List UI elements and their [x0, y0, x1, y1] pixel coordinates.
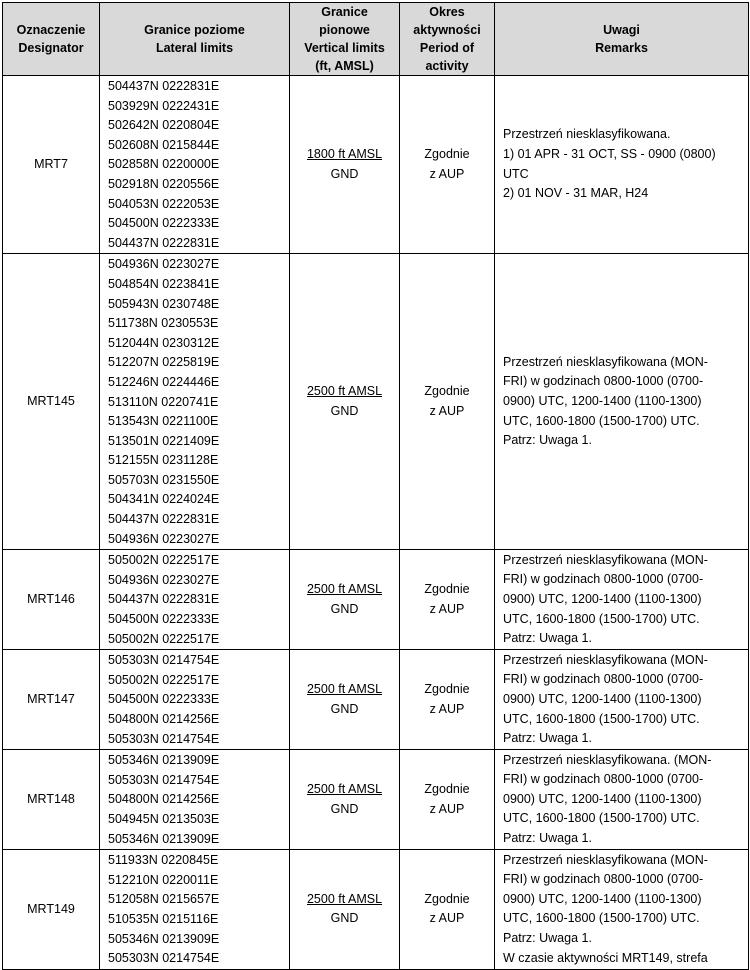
activity-period-cell: [400, 76, 495, 254]
remark-line: Patrz: Uwaga 1.: [503, 631, 592, 646]
coordinate: 504936N 0223027E: [108, 531, 220, 546]
coordinate: 504945N 0213503E: [108, 811, 220, 826]
remark-line: 0900) UTC, 1200-1400 (1100-1300): [503, 394, 702, 408]
coordinate: 513501N 0221409E: [108, 433, 220, 448]
header-lateral-en: Lateral limits: [155, 41, 234, 55]
period-line: z AUP: [429, 403, 465, 418]
remark-line: Patrz: Uwaga 1.: [503, 831, 592, 846]
remark-line: UTC, 1600-1800 (1500-1700) UTC.: [503, 911, 700, 926]
remark-line: Przestrzeń niesklasyfikowana (MON-: [503, 852, 708, 867]
vertical-limits-cell: [290, 850, 400, 970]
coordinate: 504341N 0224024E: [108, 492, 220, 507]
coordinate: 505303N 0214754E: [108, 772, 220, 787]
remark-line: FRI) w godzinach 0800-1000 (0700-: [503, 772, 704, 787]
coordinate: 511738N 0230553E: [108, 316, 219, 331]
table-row: [3, 550, 749, 650]
remark-line: Przestrzeń niesklasyfikowana (MON-: [503, 552, 708, 567]
remark-line: 2) 01 NOV - 31 MAR, H24: [503, 186, 649, 201]
remark-line: W czasie aktywności MRT149, strefa: [503, 950, 708, 965]
remark-line: Przestrzeń niesklasyfikowana (MON-: [503, 354, 708, 369]
coordinate: 502858N 0220000E: [108, 157, 220, 172]
coordinate: 504500N 0222333E: [108, 692, 220, 707]
upper-limit: 2500 ft AMSL: [306, 891, 383, 906]
coordinate: 505346N 0213909E: [108, 931, 220, 946]
coordinate: 512210N 0220011E: [108, 872, 219, 887]
designator-cell: MRT148: [3, 750, 100, 850]
coordinate: 504936N 0223027E: [108, 257, 220, 272]
remarks-cell: [495, 750, 749, 850]
header-period-en-1: Period of: [419, 41, 475, 55]
activity-period-cell: [400, 254, 495, 550]
coordinate: 505002N 0222517E: [108, 672, 220, 687]
activity-period-cell: [400, 750, 495, 850]
coordinate: 512044N 0230312E: [108, 335, 220, 350]
period-line: Zgodnie: [424, 384, 470, 399]
period-line: Zgodnie: [424, 782, 470, 797]
remark-line: Patrz: Uwaga 1.: [503, 931, 592, 946]
lateral-limits-cell: [100, 254, 290, 550]
coordinate: 505703N 0231550E: [108, 472, 220, 487]
remark-line: UTC, 1600-1800 (1500-1700) UTC.: [503, 611, 700, 626]
remarks-cell: [495, 550, 749, 650]
coordinate: 502642N 0220804E: [108, 118, 220, 133]
header-designator: [3, 3, 100, 76]
coordinate: 505303N 0214754E: [108, 731, 220, 746]
header-vertical-unit: (ft, AMSL): [315, 59, 374, 73]
table-row: [3, 254, 749, 550]
upper-limit: 2500 ft AMSL: [306, 682, 383, 697]
table-row: [3, 850, 749, 970]
header-remarks-en: Remarks: [595, 41, 648, 55]
table-row: [3, 750, 749, 850]
period-line: Zgodnie: [424, 891, 470, 906]
remark-line: 0900) UTC, 1200-1400 (1100-1300): [503, 691, 702, 706]
lower-limit: GND: [330, 911, 359, 926]
header-remarks-pl: Uwagi: [603, 23, 640, 37]
upper-limit: 1800 ft AMSL: [306, 147, 383, 162]
header-vertical-en: Vertical limits: [304, 41, 385, 55]
remark-line: UTC: [503, 166, 529, 181]
remark-line: Przestrzeń niesklasyfikowana. (MON-: [503, 752, 712, 767]
remark-line: Przestrzeń niesklasyfikowana.: [503, 127, 671, 142]
period-line: Zgodnie: [424, 682, 470, 697]
coordinate: 505346N 0213909E: [108, 753, 220, 768]
lower-limit: GND: [330, 601, 359, 616]
remark-line: FRI) w godzinach 0800-1000 (0700-: [503, 872, 704, 887]
activity-period-cell: [400, 850, 495, 970]
header-period-pl-1: Okres: [429, 5, 465, 19]
coordinate: 502918N 0220556E: [108, 176, 220, 191]
remark-line: FRI) w godzinach 0800-1000 (0700-: [503, 672, 704, 687]
remark-line: Przestrzeń niesklasyfikowana (MON-: [503, 652, 708, 667]
coordinate: 512207N 0225819E: [108, 355, 220, 370]
coordinate: 505346N 0213909E: [108, 831, 220, 846]
lateral-limits-cell: [100, 76, 290, 254]
remark-line: UTC, 1600-1800 (1500-1700) UTC.: [503, 413, 700, 428]
period-line: z AUP: [429, 166, 465, 181]
coordinate: 505002N 0222517E: [108, 631, 220, 646]
remark-line: FRI) w godzinach 0800-1000 (0700-: [503, 374, 704, 389]
remarks-cell: [495, 650, 749, 750]
header-designator-en: Designator: [18, 41, 84, 55]
table-row: [3, 650, 749, 750]
vertical-limits-cell: [290, 76, 400, 254]
header-period: [400, 3, 495, 76]
vertical-limits-cell: [290, 254, 400, 550]
coordinate: 511933N 0220845E: [108, 853, 219, 868]
remarks-cell: [495, 850, 749, 970]
coordinate: 505943N 0230748E: [108, 296, 220, 311]
designator-cell: MRT7: [3, 76, 100, 254]
coordinate: 504800N 0214256E: [108, 792, 220, 807]
vertical-limits-cell: [290, 750, 400, 850]
lower-limit: GND: [330, 801, 359, 816]
header-designator-pl: Oznaczenie: [16, 23, 86, 37]
period-line: Zgodnie: [424, 147, 470, 162]
coordinate: 504500N 0222333E: [108, 216, 220, 231]
lateral-limits-cell: [100, 550, 290, 650]
coordinate: 504800N 0214256E: [108, 712, 220, 726]
upper-limit: 2500 ft AMSL: [306, 582, 383, 597]
lower-limit: GND: [330, 701, 359, 716]
header-vertical-pl-2: pionowe: [319, 23, 370, 37]
coordinate: 510535N 0215116E: [108, 911, 219, 926]
remark-line: UTC, 1600-1800 (1500-1700) UTC.: [503, 811, 700, 826]
header-vertical-limits: [290, 3, 400, 76]
header-vertical-pl-1: Granice: [321, 5, 368, 19]
lower-limit: GND: [330, 403, 359, 418]
coordinate: 512058N 0215657E: [108, 892, 220, 907]
header-row: [3, 3, 749, 76]
coordinate: 504500N 0222333E: [108, 612, 220, 627]
period-line: Zgodnie: [424, 582, 470, 597]
airspace-table: [2, 2, 749, 970]
remark-line: 0900) UTC, 1200-1400 (1100-1300): [503, 591, 702, 606]
coordinate: 504437N 0222831E: [108, 512, 220, 527]
activity-period-cell: [400, 550, 495, 650]
period-line: z AUP: [429, 701, 465, 716]
lower-limit: GND: [330, 166, 359, 181]
coordinate: 505303N 0214754E: [108, 653, 220, 668]
coordinate: 504854N 0223841E: [108, 276, 220, 291]
period-line: z AUP: [429, 601, 465, 616]
upper-limit: 2500 ft AMSL: [306, 782, 383, 797]
coordinate: 512246N 0224446E: [108, 374, 220, 389]
coordinate: 505303N 0214754E: [108, 951, 220, 966]
remarks-cell: [495, 254, 749, 550]
remark-line: FRI) w godzinach 0800-1000 (0700-: [503, 572, 704, 587]
upper-limit: 2500 ft AMSL: [306, 384, 383, 399]
coordinate: 513543N 0221100E: [108, 414, 219, 429]
header-period-pl-2: aktywności: [413, 23, 481, 37]
vertical-limits-cell: [290, 550, 400, 650]
remark-line: UTC, 1600-1800 (1500-1700) UTC.: [503, 711, 700, 726]
period-line: z AUP: [429, 911, 465, 926]
table-body: [3, 76, 749, 970]
table-row: [3, 76, 749, 254]
lateral-limits-cell: [100, 750, 290, 850]
lateral-limits-cell: [100, 650, 290, 750]
remarks-cell: [495, 76, 749, 254]
designator-cell: MRT145: [3, 254, 100, 550]
coordinate: 513110N 0220741E: [108, 394, 219, 409]
remark-line: Patrz: Uwaga 1.: [503, 731, 592, 746]
vertical-limits-cell: [290, 650, 400, 750]
header-remarks: [495, 3, 749, 76]
remark-line: 0900) UTC, 1200-1400 (1100-1300): [503, 791, 702, 806]
coordinate: 502608N 0215844E: [108, 137, 220, 152]
designator-cell: MRT149: [3, 850, 100, 970]
coordinate: 504437N 0222831E: [108, 235, 220, 250]
designator-cell: MRT147: [3, 650, 100, 750]
coordinate: 505002N 0222517E: [108, 553, 220, 568]
remark-line: 0900) UTC, 1200-1400 (1100-1300): [503, 891, 702, 906]
period-line: z AUP: [429, 801, 465, 816]
remark-line: Patrz: Uwaga 1.: [503, 433, 592, 448]
coordinate: 504437N 0222831E: [108, 79, 220, 93]
coordinate: 504437N 0222831E: [108, 592, 220, 607]
header-lateral-limits: [100, 3, 290, 76]
header-period-en-2: activity: [425, 59, 469, 73]
designator-cell: MRT146: [3, 550, 100, 650]
activity-period-cell: [400, 650, 495, 750]
coordinate: 504936N 0223027E: [108, 572, 220, 587]
coordinate: 512155N 0231128E: [108, 453, 219, 468]
lateral-limits-cell: [100, 850, 290, 970]
coordinate: 504053N 0222053E: [108, 196, 220, 211]
remark-line: 1) 01 APR - 31 OCT, SS - 0900 (0800): [503, 147, 716, 162]
coordinate: 503929N 0222431E: [108, 98, 220, 113]
header-lateral-pl: Granice poziome: [144, 23, 245, 37]
